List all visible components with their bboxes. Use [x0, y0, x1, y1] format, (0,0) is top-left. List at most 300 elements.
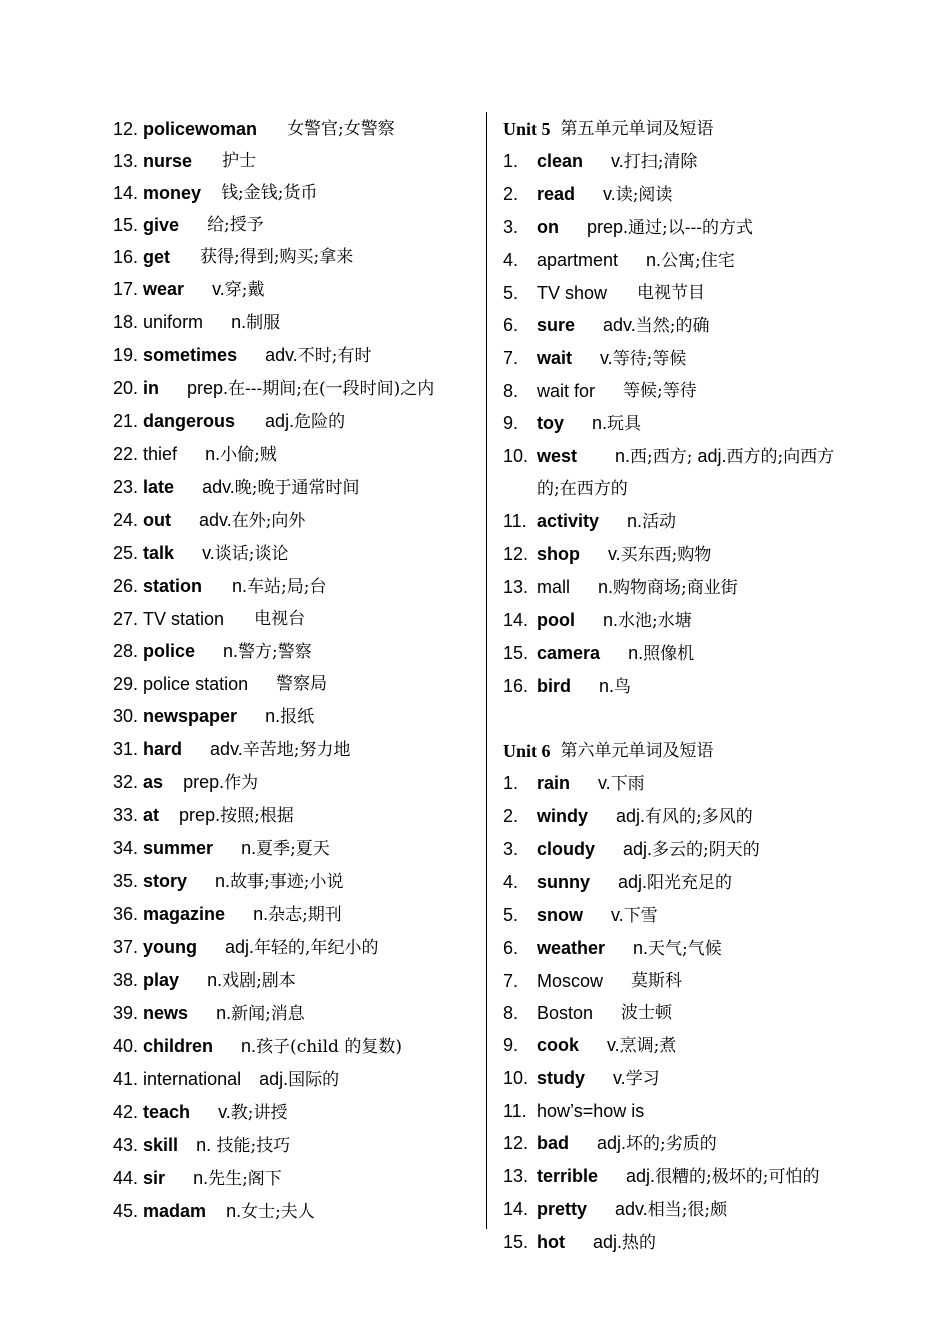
entry-definition — [225, 931, 378, 964]
unit6-heading — [503, 735, 883, 767]
definition-text: 坏的;劣质的 — [626, 1134, 717, 1154]
definition-text: 西方的;向西方 — [726, 447, 835, 467]
entry-number: 17. — [113, 279, 139, 299]
entry-definition — [193, 1162, 282, 1195]
entry-word: snow — [537, 905, 584, 925]
unit5-title: Unit 5 — [503, 119, 551, 139]
entry-number: 9. — [503, 413, 519, 433]
definition-text: 莫斯科 — [631, 971, 683, 991]
entry-number: 42. — [113, 1102, 139, 1122]
entry-word: terrible — [537, 1166, 599, 1186]
part-of-speech: adv. — [265, 345, 298, 365]
part-of-speech: n. — [646, 250, 662, 270]
part-of-speech: n. — [599, 676, 615, 696]
entry-word: dangerous — [143, 411, 236, 431]
vocab-entry — [503, 1226, 883, 1259]
definition-text: 电视节目 — [637, 283, 706, 303]
entry-number: 11. — [503, 1101, 527, 1121]
part-of-speech: n. — [615, 446, 631, 466]
entry-definition — [200, 241, 353, 273]
part-of-speech: n. — [633, 938, 649, 958]
entry-word: young — [143, 937, 198, 957]
definition-text: 有风的;多风的 — [645, 807, 753, 827]
vocab-entry — [113, 241, 475, 273]
entry-number: 41. — [113, 1069, 139, 1089]
entry-definition — [212, 273, 264, 306]
entry-word: give — [143, 215, 180, 235]
entry-definition — [221, 177, 317, 209]
definition-text: 买东西;购物 — [620, 545, 712, 565]
part-of-speech: adv. — [202, 477, 235, 497]
vocab-entry — [503, 604, 883, 637]
part-of-speech: v. — [603, 184, 616, 204]
part-of-speech: n. — [196, 1135, 212, 1155]
entry-number: 2. — [503, 184, 519, 204]
entry-number: 8. — [503, 1003, 519, 1023]
definition-text: 通过;以---的方式 — [628, 218, 753, 238]
part-of-speech: v. — [611, 151, 624, 171]
entry-number: 13. — [503, 577, 529, 597]
definition-text: 不时;有时 — [297, 346, 372, 366]
definition-text: 车站;局;台 — [247, 577, 327, 597]
entry-definition — [216, 997, 305, 1030]
entry-number: 33. — [113, 805, 139, 825]
vocab-entry — [113, 635, 475, 668]
vocab-entry — [503, 178, 883, 211]
entry-word: thief — [143, 444, 178, 464]
definition-text: 读;阅读 — [615, 185, 673, 205]
entry-number: 44. — [113, 1168, 139, 1188]
part-of-speech: adj. — [592, 1232, 623, 1252]
entry-number: 11. — [503, 511, 527, 531]
entry-definition — [183, 766, 258, 799]
part-of-speech: v. — [212, 279, 225, 299]
entry-number: 21. — [113, 411, 139, 431]
part-of-speech: adj. — [618, 872, 648, 892]
definition-text: 在---期间;在(一段时间)之内 — [228, 379, 435, 399]
entry-number: 31. — [113, 739, 139, 759]
entry-word: hot — [537, 1232, 565, 1252]
vocab-entry — [503, 1193, 883, 1226]
part-of-speech: n. — [205, 444, 221, 464]
vocab-entry — [503, 407, 883, 440]
part-of-speech: n. — [241, 1036, 257, 1056]
part-of-speech: n. — [603, 610, 619, 630]
entry-number: 23. — [113, 477, 139, 497]
vocab-entry — [503, 1029, 883, 1062]
definition-text: 谈话;谈论 — [214, 544, 289, 564]
definition-continuation: 的;在西方的 — [537, 479, 628, 499]
entry-word: policewoman — [143, 119, 258, 139]
entry-word: nurse — [143, 151, 193, 171]
entry-number: 13. — [113, 151, 139, 171]
entry-definition — [628, 637, 694, 670]
vocab-entry — [503, 1160, 883, 1193]
entry-word: uniform — [143, 312, 204, 332]
entry-number: 43. — [113, 1135, 139, 1155]
entry-word: bird — [537, 676, 571, 696]
vocab-entry — [113, 997, 475, 1030]
vocab-entry — [503, 375, 883, 407]
definition-text: 活动 — [642, 512, 677, 532]
entry-definition — [241, 1030, 402, 1063]
entry-definition — [637, 277, 705, 309]
entry-word: skill — [143, 1135, 179, 1155]
definition-text: 护士 — [222, 151, 257, 171]
entry-definition — [615, 1193, 727, 1226]
entry-number: 24. — [113, 510, 139, 530]
part-of-speech: adj. — [225, 937, 255, 957]
part-of-speech: adj. — [265, 411, 295, 431]
vocab-entry — [113, 504, 475, 537]
entry-number: 4. — [503, 250, 519, 270]
part-of-speech: adj. — [259, 1069, 289, 1089]
entry-word: on — [537, 217, 559, 237]
entry-number: 19. — [113, 345, 139, 365]
entry-word: get — [143, 247, 171, 267]
definition-text: 年轻的,年纪小的 — [254, 938, 379, 958]
entry-word: madam — [143, 1201, 207, 1221]
definition-text: 技能;技巧 — [211, 1136, 291, 1156]
entry-number: 2. — [503, 806, 519, 826]
entry-word: Moscow — [537, 971, 604, 991]
part-of-speech: v. — [608, 544, 621, 564]
entry-word: teach — [143, 1102, 191, 1122]
entry-word: out — [143, 510, 172, 530]
part-of-speech: n. — [627, 511, 643, 531]
entry-definition — [621, 997, 672, 1029]
vocab-entry — [113, 766, 475, 799]
part-of-speech: v. — [598, 773, 611, 793]
entry-definition — [276, 668, 327, 700]
entry-definition — [199, 504, 305, 537]
definition-text: 戏剧;剧本 — [222, 971, 296, 991]
entry-number: 39. — [113, 1003, 139, 1023]
left-column — [113, 113, 475, 1228]
vocab-entry — [113, 1063, 475, 1096]
part-of-speech: prep. — [179, 805, 221, 825]
entry-word: sir — [143, 1168, 166, 1188]
entry-word: sure — [537, 315, 576, 335]
entry-word: cook — [537, 1035, 580, 1055]
part-of-speech: n. — [265, 706, 281, 726]
vocab-entry — [503, 866, 883, 899]
entry-word: clean — [537, 151, 584, 171]
definition-text: 给;授予 — [207, 215, 264, 235]
entry-definition — [215, 865, 343, 898]
entry-definition — [616, 800, 753, 833]
entry-number: 9. — [503, 1035, 519, 1055]
definition-text: 购物商场;商业街 — [613, 578, 738, 598]
entry-definition — [226, 1195, 315, 1228]
part-of-speech: adj. — [597, 1133, 627, 1153]
entry-word: news — [143, 1003, 189, 1023]
vocab-entry — [503, 637, 883, 670]
entry-number: 12. — [503, 1133, 529, 1153]
entry-number: 40. — [113, 1036, 139, 1056]
vocab-entry — [503, 1127, 883, 1160]
entry-word: sunny — [537, 872, 591, 892]
entry-definition — [613, 1062, 660, 1095]
definition-text: 女士;夫人 — [241, 1202, 315, 1222]
vocab-entry — [113, 832, 475, 865]
definition-text: 女警官;女警察 — [287, 119, 395, 139]
vocab-entry — [113, 570, 475, 603]
definition-text: 警察局 — [276, 674, 328, 694]
vocab-entry — [113, 964, 475, 997]
column-divider — [486, 112, 487, 1229]
entry-word: activity — [537, 511, 600, 531]
vocab-entry — [503, 899, 883, 932]
entry-definition — [287, 113, 395, 145]
definition-text: 相当;很;颇 — [647, 1200, 728, 1220]
vocab-entry — [113, 603, 475, 635]
entry-number: 3. — [503, 839, 519, 859]
part-of-speech: v. — [218, 1102, 231, 1122]
definition-text: 下雨 — [610, 774, 645, 794]
entry-number: 36. — [113, 904, 139, 924]
entry-number: 5. — [503, 905, 519, 925]
entry-definition — [196, 1129, 290, 1162]
part-of-speech: v. — [202, 543, 215, 563]
definition-text: 获得;得到;购买;拿来 — [200, 247, 354, 267]
definition-text: 新闻;消息 — [231, 1004, 305, 1024]
vocab-entry — [113, 209, 475, 241]
entry-definition — [611, 899, 658, 932]
vocab-entry — [113, 1030, 475, 1063]
vocab-entry — [113, 177, 475, 209]
entry-definition — [626, 1160, 820, 1193]
entry-word: how’s=how is — [537, 1101, 645, 1121]
entry-definition — [202, 471, 359, 504]
part-of-speech: adj. — [616, 806, 646, 826]
definition-text: 打扫;清除 — [623, 152, 698, 172]
definition-text: 晚;晚于通常时间 — [234, 478, 360, 498]
vocab-entry — [503, 145, 883, 178]
part-of-speech: n. — [207, 970, 223, 990]
entry-number: 29. — [113, 674, 139, 694]
entry-number: 22. — [113, 444, 139, 464]
entry-number: 34. — [113, 838, 139, 858]
part-of-speech: n. — [215, 871, 231, 891]
entry-number: 5. — [503, 283, 519, 303]
entry-definition — [210, 733, 350, 766]
definition-text: 学习 — [625, 1069, 660, 1089]
entry-number: 30. — [113, 706, 139, 726]
unit6-list — [503, 767, 883, 1259]
vocab-entry — [113, 898, 475, 931]
entry-definition — [207, 964, 296, 997]
vocab-entry — [503, 277, 883, 309]
right-column — [503, 113, 883, 1259]
definition-text: 警方;警察 — [238, 642, 312, 662]
vocab-entry — [503, 244, 883, 277]
vocab-entry — [113, 471, 475, 504]
entry-word: cloudy — [537, 839, 596, 859]
entry-definition — [232, 570, 326, 603]
part-of-speech: n. — [216, 1003, 232, 1023]
entry-number: 15. — [503, 1232, 529, 1252]
entry-word: camera — [537, 643, 601, 663]
part-of-speech: v. — [607, 1035, 620, 1055]
entry-number: 28. — [113, 641, 139, 661]
entry-word: play — [143, 970, 180, 990]
entry-word: bad — [537, 1133, 570, 1153]
entry-word: toy — [537, 413, 564, 433]
vocab-entry — [503, 833, 883, 866]
definition-text: 钱;金钱;货币 — [221, 183, 318, 203]
entry-definition — [603, 604, 692, 637]
part-of-speech: n. — [253, 904, 269, 924]
entry-word: sometimes — [143, 345, 238, 365]
entry-definition — [608, 538, 711, 571]
entry-number: 4. — [503, 872, 519, 892]
definition-text: 公寓;住宅 — [661, 251, 735, 271]
entry-definition — [623, 833, 760, 866]
entry-definition — [603, 309, 709, 342]
definition-text: 电视台 — [254, 609, 306, 629]
entry-word: read — [537, 184, 576, 204]
part-of-speech: n. — [628, 643, 644, 663]
entry-definition — [222, 145, 256, 177]
vocab-entry — [503, 505, 883, 538]
vocab-entry — [503, 965, 883, 997]
entry-number: 38. — [113, 970, 139, 990]
entry-number: 37. — [113, 937, 139, 957]
vocab-entry — [113, 537, 475, 570]
entry-word: children — [143, 1036, 214, 1056]
definition-text: 按照;根据 — [220, 806, 294, 826]
definition-text: 先生;阁下 — [208, 1169, 282, 1189]
entry-number: 10. — [503, 446, 529, 466]
definition-text: 玩具 — [607, 414, 642, 434]
definition-text: 作为 — [224, 773, 259, 793]
entry-number: 35. — [113, 871, 139, 891]
entry-definition — [607, 1029, 676, 1062]
entry-word: police — [143, 641, 196, 661]
part-of-speech: v. — [611, 905, 624, 925]
entry-word: TV station — [143, 609, 225, 629]
vocab-entry — [503, 538, 883, 571]
definition-text: 教;讲授 — [230, 1103, 288, 1123]
entry-word: international — [143, 1069, 242, 1089]
entry-definition — [633, 932, 722, 965]
entry-definition — [618, 866, 732, 899]
entry-number: 15. — [503, 643, 529, 663]
entry-word: windy — [537, 806, 589, 826]
part-of-speech: prep. — [183, 772, 225, 792]
entry-definition — [223, 635, 312, 668]
entry-number: 6. — [503, 938, 519, 958]
part-of-speech: n. — [231, 312, 247, 332]
entry-definition — [202, 537, 288, 570]
definition-text: 鸟 — [614, 677, 632, 697]
definition-text: 杂志;期刊 — [268, 905, 342, 925]
entry-definition — [631, 965, 682, 997]
unit6-title: Unit 6 — [503, 741, 551, 761]
entry-number: 32. — [113, 772, 139, 792]
part-of-speech: adv. — [210, 739, 243, 759]
definition-text: 国际的 — [288, 1070, 340, 1090]
vocab-entry — [503, 800, 883, 833]
entry-definition — [611, 145, 697, 178]
entry-word: rain — [537, 773, 571, 793]
vocab-entry — [113, 931, 475, 964]
part-of-speech: adj. — [626, 1166, 656, 1186]
entry-definition — [597, 1127, 717, 1160]
entry-number: 3. — [503, 217, 519, 237]
entry-word: Boston — [537, 1003, 594, 1023]
vocab-entry — [113, 1162, 475, 1195]
vocab-entry — [113, 668, 475, 700]
part-of-speech: n. — [598, 577, 614, 597]
entry-word: apartment — [537, 250, 619, 270]
entry-number: 12. — [113, 119, 139, 139]
definition-text: 辛苦地;努力地 — [242, 740, 351, 760]
vocab-entry — [113, 113, 475, 145]
part-of-speech: adv. — [603, 315, 636, 335]
entry-definition — [187, 372, 434, 405]
entry-number: 7. — [503, 971, 519, 991]
entry-number: 16. — [113, 247, 139, 267]
entry-number: 18. — [113, 312, 139, 332]
vocab-entry — [503, 997, 883, 1029]
entry-definition — [598, 767, 645, 800]
vocab-entry — [503, 767, 883, 800]
part-of-speech: adv. — [199, 510, 232, 530]
definition-text: 危险的 — [294, 412, 346, 432]
part-of-speech: v. — [600, 348, 613, 368]
entry-word: pretty — [537, 1199, 588, 1219]
definition-text: 当然;的确 — [635, 316, 710, 336]
entry-word: mall — [537, 577, 571, 597]
definition-text: 穿;戴 — [224, 280, 265, 300]
definition-text: 制服 — [246, 313, 281, 333]
vocab-entry — [113, 700, 475, 733]
entry-word: wear — [143, 279, 185, 299]
vocab-entry — [113, 372, 475, 405]
entry-number: 14. — [503, 1199, 529, 1219]
entry-number: 8. — [503, 381, 519, 401]
entry-word: pool — [537, 610, 575, 630]
entry-word: talk — [143, 543, 175, 563]
entry-word: summer — [143, 838, 214, 858]
part-of-speech: prep. — [587, 217, 629, 237]
definition-text: 热的 — [622, 1233, 657, 1253]
entry-number: 20. — [113, 378, 139, 398]
entry-number: 6. — [503, 315, 519, 335]
entry-definition — [646, 244, 735, 277]
entry-number: 14. — [113, 183, 139, 203]
part-of-speech: n. — [193, 1168, 209, 1188]
entry-word: station — [143, 576, 203, 596]
definition-text: 下雪 — [623, 906, 658, 926]
entry-definition — [600, 342, 686, 375]
definition-text: 在外;向外 — [231, 511, 306, 531]
definition-text: 等待;等候 — [612, 349, 687, 369]
entry-number: 16. — [503, 676, 529, 696]
entry-number: 12. — [503, 544, 529, 564]
entry-definition — [241, 832, 330, 865]
vocab-entry — [113, 145, 475, 177]
part-of-speech: adj. — [692, 446, 727, 466]
entry-definition — [598, 571, 738, 604]
entry-word: police station — [143, 674, 249, 694]
entry-word: in — [143, 378, 160, 398]
entry-number: 7. — [503, 348, 519, 368]
vocab-entry — [503, 309, 883, 342]
entry-definition — [615, 440, 834, 473]
